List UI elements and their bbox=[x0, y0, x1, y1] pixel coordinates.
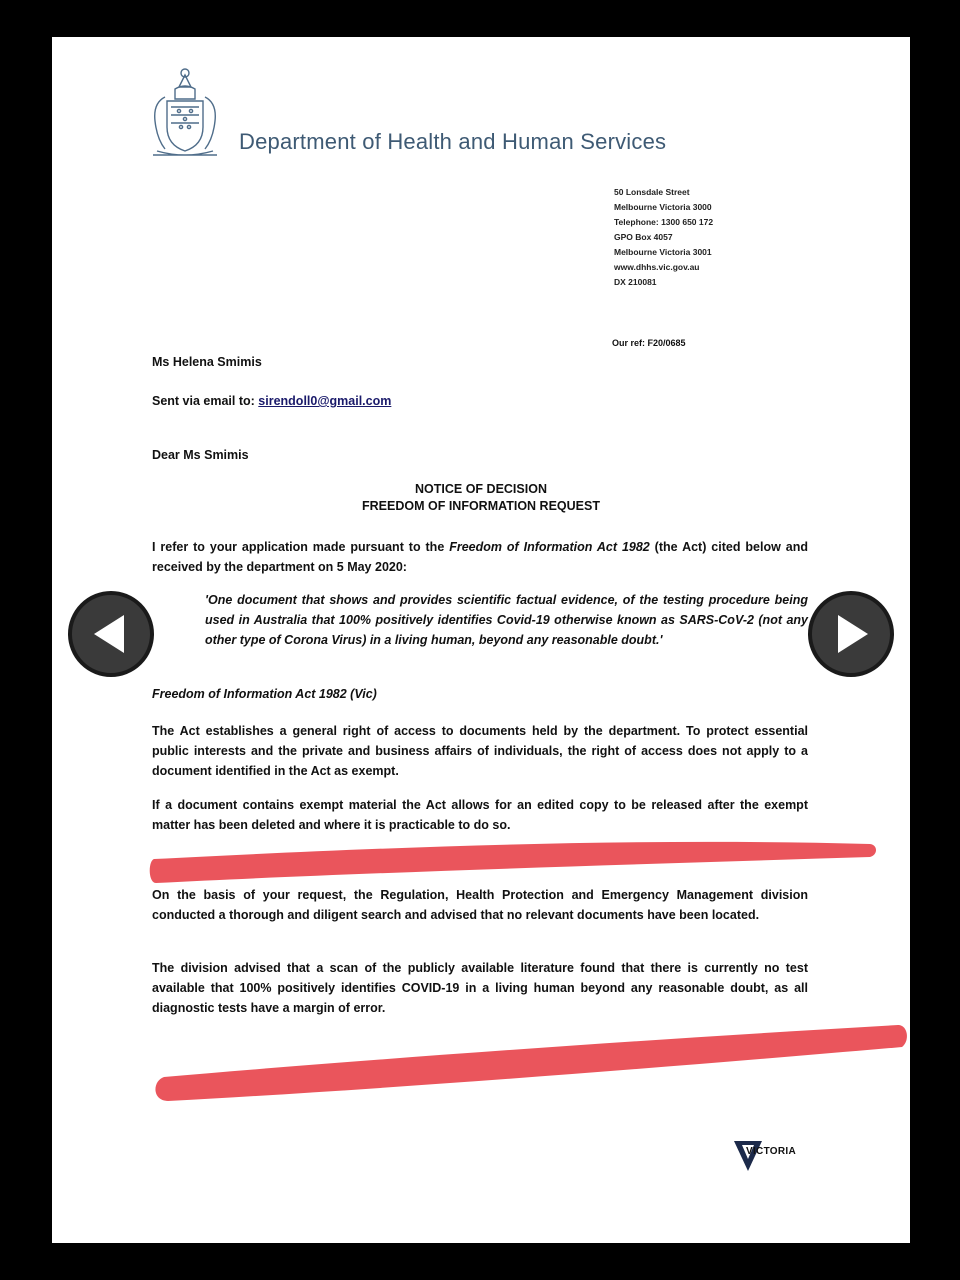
foi-heading: FREEDOM OF INFORMATION REQUEST bbox=[362, 499, 600, 513]
exempt-paragraph: If a document contains exempt material the Act allows for an edited copy to be released after the exempt matter has been deleted and where it is practicable to do so. bbox=[152, 798, 808, 832]
chevron-left-icon bbox=[72, 595, 150, 673]
address-line: Melbourne Victoria 3001 bbox=[614, 247, 712, 257]
red-highlight-stroke-1 bbox=[150, 842, 876, 883]
access-paragraph: The Act establishes a general right of access to documents held by the department. To protect essential public interests and the private and business affairs of individuals, the right of access does not apply to a document identified in the Act as exempt. bbox=[152, 724, 808, 778]
chevron-right-icon bbox=[812, 595, 890, 673]
address-line: 50 Lonsdale Street bbox=[614, 187, 690, 197]
request-quote: 'One document that shows and provides scientific factual evidence, of the testing procedure being used in Australia that 100% positively identifies Covid-19 otherwise known as SARS-CoV-2 (not any other type of Corona Virus) in a living human, beyond any reasonable doubt.' bbox=[205, 593, 808, 647]
intro-act-name: Freedom of Information Act 1982 bbox=[449, 540, 650, 554]
our-reference: Our ref: F20/0685 bbox=[612, 338, 686, 348]
red-highlight-stroke-2 bbox=[155, 1025, 906, 1101]
victoria-government-logo bbox=[732, 1135, 812, 1179]
scan-paragraph: The division advised that a scan of the publicly available literature found that there is currently no test available that 100% positively identifies COVID-19 in a living human beyond any reasonable doubt, as all diagnostic tests have a margin of error. bbox=[152, 961, 808, 1015]
red-annotation-strokes bbox=[52, 37, 910, 1243]
address-line: DX 210081 bbox=[614, 277, 657, 287]
recipient-name: Ms Helena Smimis bbox=[152, 355, 262, 369]
letter-page bbox=[52, 37, 910, 1243]
address-line: Melbourne Victoria 3000 bbox=[614, 202, 712, 212]
address-line: GPO Box 4057 bbox=[614, 232, 673, 242]
victoria-logo-text: VICTORIA bbox=[746, 1146, 796, 1157]
intro-text-after: (the Act) cited below and received by the department on 5 May 2020: bbox=[152, 540, 808, 574]
address-line: www.dhhs.vic.gov.au bbox=[614, 262, 700, 272]
intro-text-before: I refer to your application made pursuant to the bbox=[152, 540, 450, 554]
salutation: Dear Ms Smimis bbox=[152, 448, 249, 462]
search-paragraph: On the basis of your request, the Regulation, Health Protection and Emergency Management division conducted a thorough and diligent search and advised that no relevant documents have been located. bbox=[152, 888, 808, 922]
next-image-button[interactable] bbox=[808, 591, 894, 677]
notice-heading: NOTICE OF DECISION bbox=[415, 482, 547, 496]
previous-image-button[interactable] bbox=[68, 591, 154, 677]
recipient-email-link[interactable]: sirendoll0@gmail.com bbox=[258, 394, 392, 408]
department-name: Department of Health and Human Services bbox=[239, 129, 667, 154]
address-line: Telephone: 1300 650 172 bbox=[614, 217, 714, 227]
act-section-heading: Freedom of Information Act 1982 (Vic) bbox=[152, 687, 377, 701]
sent-via-label: Sent via email to: bbox=[152, 394, 255, 408]
